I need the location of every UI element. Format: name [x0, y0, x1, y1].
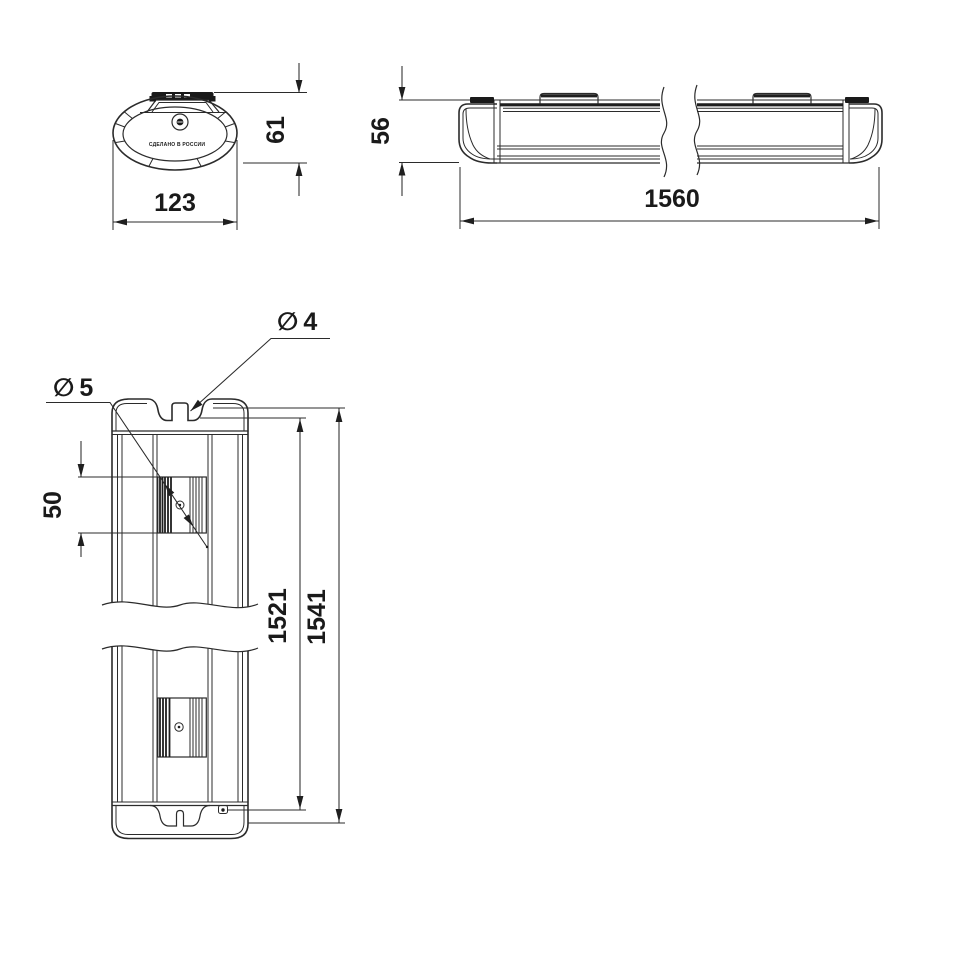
dim-text-1521: 1521 — [264, 588, 292, 644]
keyhole-slot-bottom — [112, 802, 248, 839]
dim-text-d4: ∅ 4 — [277, 307, 318, 336]
clip-tab-left — [470, 97, 494, 103]
break-line — [694, 85, 699, 175]
end-view — [113, 63, 307, 230]
dim-height-56 — [367, 66, 470, 196]
dim-text-1560: 1560 — [644, 185, 700, 213]
side-view — [367, 66, 882, 229]
made-in-russia-marking: СДЕЛАНО В РОССИИ — [148, 142, 206, 148]
break-line — [661, 87, 666, 177]
mounting-bracket-right — [753, 94, 811, 105]
mounting-bracket-left — [540, 94, 598, 105]
back-view — [39, 307, 345, 839]
dim-text-50: 50 — [39, 491, 67, 519]
clip-tab-right — [845, 97, 869, 103]
dim-text-1541: 1541 — [303, 589, 331, 645]
dim-text-d5: ∅ 5 — [53, 373, 94, 402]
mounting-slot-lower — [158, 698, 207, 757]
dim-height-61 — [214, 63, 307, 196]
facet-lines — [115, 112, 235, 167]
dim-text-56: 56 — [367, 117, 395, 145]
end-cap-left — [459, 104, 497, 163]
dim-length-1560 — [460, 167, 879, 229]
callout-diameter-4 — [191, 307, 331, 411]
end-cap-right — [849, 104, 882, 163]
dim-text-61: 61 — [262, 116, 290, 144]
dim-width-123 — [113, 140, 237, 230]
dim-text-123: 123 — [154, 189, 196, 217]
